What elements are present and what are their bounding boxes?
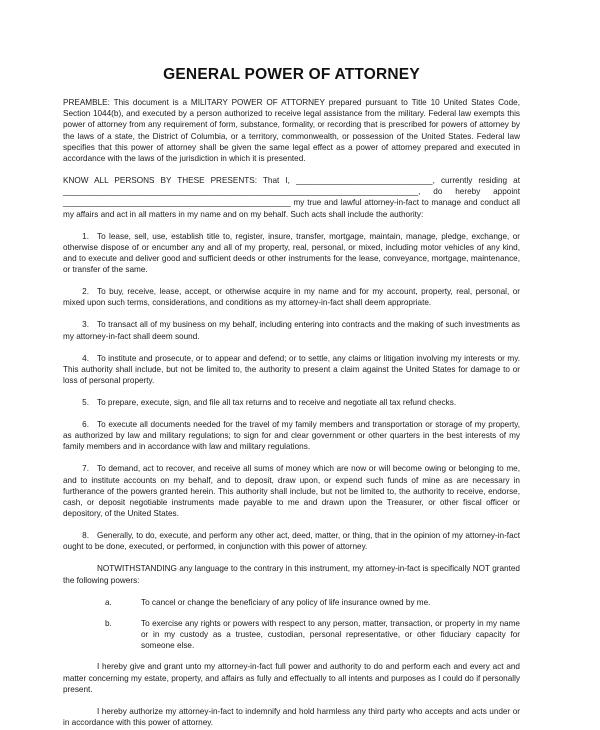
power-item-number: 5. <box>82 398 89 408</box>
excluded-power-item <box>63 597 520 608</box>
power-item <box>63 397 520 408</box>
presents-paragraph: KNOW ALL PERSONS BY THESE PRESENTS: That I, ______________________________, currently residing at ______________________________________________________________________________, do hereby appoint __________________________________________________ my true and lawful attorney-in-fact to manage and conduct all my affairs and act in all matters in my name and on my behalf. Such acts shall include the authority: <box>63 176 520 219</box>
power-item-number: 4. <box>82 353 89 363</box>
excluded-power-letter: b. <box>105 618 112 628</box>
excluded-power-letter: a. <box>105 597 112 607</box>
excluded-power-text: To cancel or change the beneficiary of any policy of life insurance owned by me. <box>141 597 431 607</box>
power-item-number: 6. <box>82 420 89 430</box>
power-item-text: To institute and prosecute, or to appear and defend; or to settle, any claims or litigation involving my interests or my. This authority shall include, but not be limited to, the authority to present a claim against the United States for damage to or loss of personal property. <box>63 353 520 386</box>
excluded-power-item <box>63 618 520 652</box>
power-item-text: To prepare, execute, sign, and file all tax returns and to receive and negotiate all tax refund checks. <box>97 398 457 408</box>
excluded-power-text: To exercise any rights or powers with respect to any person, matter, transaction, or property in my name or in my custody as a trustee, custodian, personal representative, or other fiduciary capacity for someone else. <box>141 618 520 651</box>
excluded-powers-list <box>63 597 520 652</box>
power-item-text: To lease, sell, use, establish title to, register, insure, transfer, mortgage, maintain, manage, pledge, exchange, or otherwise dispose of or encumber any and all of my property, real, personal, or mixed, including motor vehicles of any kind, and to execute and deliver good and sufficient deeds or other instruments for the lease, conveyance, mortgage, maintenance, or transfer of the same. <box>63 231 520 275</box>
power-item <box>63 353 520 387</box>
power-item-number: 2. <box>82 287 89 297</box>
power-item <box>63 463 520 519</box>
preamble-paragraph: PREAMBLE: This document is a MILITARY POWER OF ATTORNEY prepared pursuant to Title 10 United States Code, Section 1044(b), and executed by a person authorized to receive legal assistance from the military. Federal law exempts this power of attorney from any requirement of form, substance, formality, or recording that is prescribed for powers of attorney by the laws of a state, the District of Columbia, or a territory, commonwealth, or possession of the United States. Federal law specifies that this power of attorney shall be given the same legal effect as a power of attorney prepared and executed in accordance with the laws of the jurisdiction in which it is presented. <box>63 98 520 164</box>
power-item-text: To transact all of my business on my behalf, including entering into contracts and the making of such investments as my attorney-in-fact shall deem sound. <box>63 320 520 341</box>
power-item-number: 1. <box>82 231 89 241</box>
power-item-text: Generally, to do, execute, and perform any other act, deed, matter, or thing, that in the opinion of my attorney-in-fact ought to be done, executed, or performed, in conjunction with this power of attorney. <box>63 531 520 552</box>
power-item <box>63 286 520 308</box>
power-item-number: 7. <box>82 464 89 474</box>
document-title: GENERAL POWER OF ATTORNEY <box>163 66 420 83</box>
power-item-text: To execute all documents needed for the travel of my family members and transportation or storage of my property, as authorized by law and military regulations; to sign for and clear government or other quarters in the best interests of my family members and in accordance with law and military regulations. <box>63 420 520 452</box>
indemnify-paragraph: I hereby authorize my attorney-in-fact to indemnify and hold harmless any third party who accepts and acts under or in accordance with this power of attorney. <box>63 706 520 728</box>
power-item-text: To demand, act to recover, and receive all sums of money which are now or will become owing or belonging to me, and to institute accounts on my behalf, and to deposit, draw upon, or expend such funds of mine as are necessary in furtherance of the powers granted herein. This authority shall include, but not be limited to, the authority to receive, endorse, cash, or deposit negotiable instruments made payable to me and drawn upon the Treasurer, or other fiscal officer or depository, of the United States. <box>63 464 520 519</box>
powers-list <box>63 231 520 553</box>
power-item-text: To buy, receive, lease, accept, or otherwise acquire in my name and for my account, property, real, personal, or mixed upon such terms, considerations, and conditions as my attorney-in-fact shall deem appropriate. <box>63 287 520 308</box>
power-item-number: 3. <box>82 320 89 330</box>
power-item <box>63 530 520 552</box>
power-item-number: 8. <box>82 531 89 541</box>
power-item <box>63 231 520 276</box>
notwithstanding-paragraph: NOTWITHSTANDING any language to the contrary in this instrument, my attorney-in-fact is specifically NOT granted the following powers: <box>63 564 520 585</box>
power-item <box>63 319 520 341</box>
power-item <box>63 419 520 453</box>
grant-paragraph: I hereby give and grant unto my attorney-in-fact full power and authority to do and perform each and every act and matter concerning my estate, property, and affairs as fully and effectually to all intents and purposes as I could do if personally present. <box>63 662 520 694</box>
